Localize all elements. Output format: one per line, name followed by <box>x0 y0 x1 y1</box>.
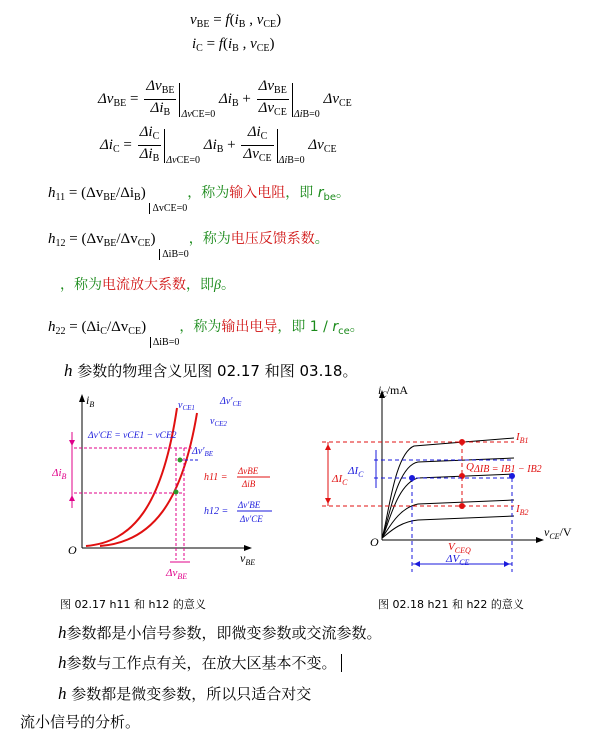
fig1-h12-den: Δv′CE <box>240 514 263 524</box>
fig1-h11-label: h11 = <box>204 472 228 483</box>
equation-delta-vbe: $\Delta v_{BE}$ = $\frac{\Delta v_{BE}}{\Delta i_B}$ $_{\Delta vCE=0}$ $\Delta i_B$ + $\frac{\Delta v_{BE}}{\Delta v_{CE}}$ $_{\Delta iB=0}$ $\Delta v_{CE}$ <box>98 78 352 120</box>
fig2-point-ib2 <box>459 503 465 509</box>
fig1-dib-label: $\Delta i_B$ <box>52 467 67 481</box>
fig2-caption: 图 02.18 h21 和 h22 的意义 <box>378 598 524 611</box>
note-3: h 参数都是微变参数，所以只适合对交 <box>58 684 312 703</box>
param-h11-line: $h_{11} = (\Delta v_{BE}/\Delta i_B)$ $_{\Delta vCE=0}$，称为输入电阻，即 $r_{be}$。 <box>48 185 351 214</box>
note-4: 流小信号的分析。 <box>20 713 141 731</box>
fig1-h11-den: ΔiB <box>242 479 256 489</box>
equation-vbe: $v_{BE} = f(i_B$ , $v_{CE}$) <box>190 12 282 30</box>
fig1-delta-eq: Δv′CE = vCE1 − vCE2 <box>88 431 177 441</box>
fig2-point-ib1 <box>459 439 465 445</box>
fig2-ib1-label: $I_{B1}$ <box>516 431 529 445</box>
fig1-h12-label: h12 = <box>204 506 229 517</box>
fig1-point-b <box>174 490 179 495</box>
figure-02-17 <box>52 388 278 586</box>
note-2: h参数与工作点有关，在放大区基本不变。 <box>58 652 346 673</box>
fig1-origin: O <box>68 543 77 557</box>
fig2-curve-ib1 <box>382 438 514 538</box>
fig1-h11-num: ΔvBE <box>238 466 259 476</box>
param-h22-line: $h_{22} = (\Delta i_C/\Delta v_{CE})$ $_{\Delta iB=0}$，称为输出电导，即 $1 / r_{ce}$。 <box>48 319 364 348</box>
fig1-dvbe-label: $\Delta v_{BE}$ <box>166 567 188 581</box>
fig1-y-arrow <box>79 394 85 402</box>
fig2-dvce-label: $\Delta V_{CE}$ <box>446 553 470 567</box>
fig1-xlabel: $v_{BE}$ <box>240 551 256 567</box>
figure-02-18 <box>318 380 590 580</box>
fig2-curve-6 <box>382 516 514 538</box>
intro-sentence: h 参数的物理含义见图 02.17 和图 03.18。 <box>64 361 358 380</box>
fig1-dvbe-p-label: $\Delta v'_{BE}$ <box>192 446 214 458</box>
fig1-h12-num: Δv′BE <box>238 500 261 510</box>
fig2-dic-big-label: $\Delta I_C$ <box>332 473 348 487</box>
equation-ic: $i_C = f(i_B$ , $v_{CE}$) <box>192 36 275 54</box>
fig1-dvce-p-label: $\Delta v'_{CE}$ <box>220 396 242 408</box>
param-h12-line: $h_{12} = (\Delta v_{BE}/\Delta v_{CE})$ $_{\Delta iB=0}$，称为电压反馈系数。 <box>48 231 329 260</box>
fig2-ylabel: $i_C/mA$ <box>378 383 409 399</box>
fig1-vce1-label: $v_{CE1}$ <box>178 400 195 412</box>
equation-delta-ic: $\Delta i_C$ = $\frac{\Delta i_C}{\Delta i_B}$ $_{\Delta vCE=0}$ $\Delta i_B$ + $\frac{\Delta i_C}{\Delta v_{CE}}$ $_{\Delta iB=0}$ $\Delta v_{CE}$ <box>100 124 337 166</box>
fig2-origin: O <box>370 535 379 549</box>
fig2-dib-eq: ΔIB = IB1 − IB2 <box>474 464 542 475</box>
fig1-curve-vce1 <box>86 408 177 546</box>
note-1: h参数都是小信号参数，即微变参数或交流参数。 <box>58 623 382 642</box>
fig2-xlabel: $v_{CE}/V$ <box>544 525 572 541</box>
fig1-vce2-label: $v_{CE2}$ <box>210 416 227 428</box>
param-h21-line: ，称为电流放大系数，即β。 <box>60 277 235 293</box>
fig2-ib2-label: $I_{B2}$ <box>516 503 529 517</box>
fig1-ylabel: $i_B$ <box>86 393 95 409</box>
fig2-dic-small-label: $\Delta I_C$ <box>348 465 364 479</box>
fig2-q-label: Q <box>466 461 474 473</box>
fig2-vceq-label: $V_{CEQ}$ <box>448 541 471 555</box>
fig1-point-a <box>178 458 183 463</box>
fig1-caption: 图 02.17 h11 和 h12 的意义 <box>60 598 206 611</box>
